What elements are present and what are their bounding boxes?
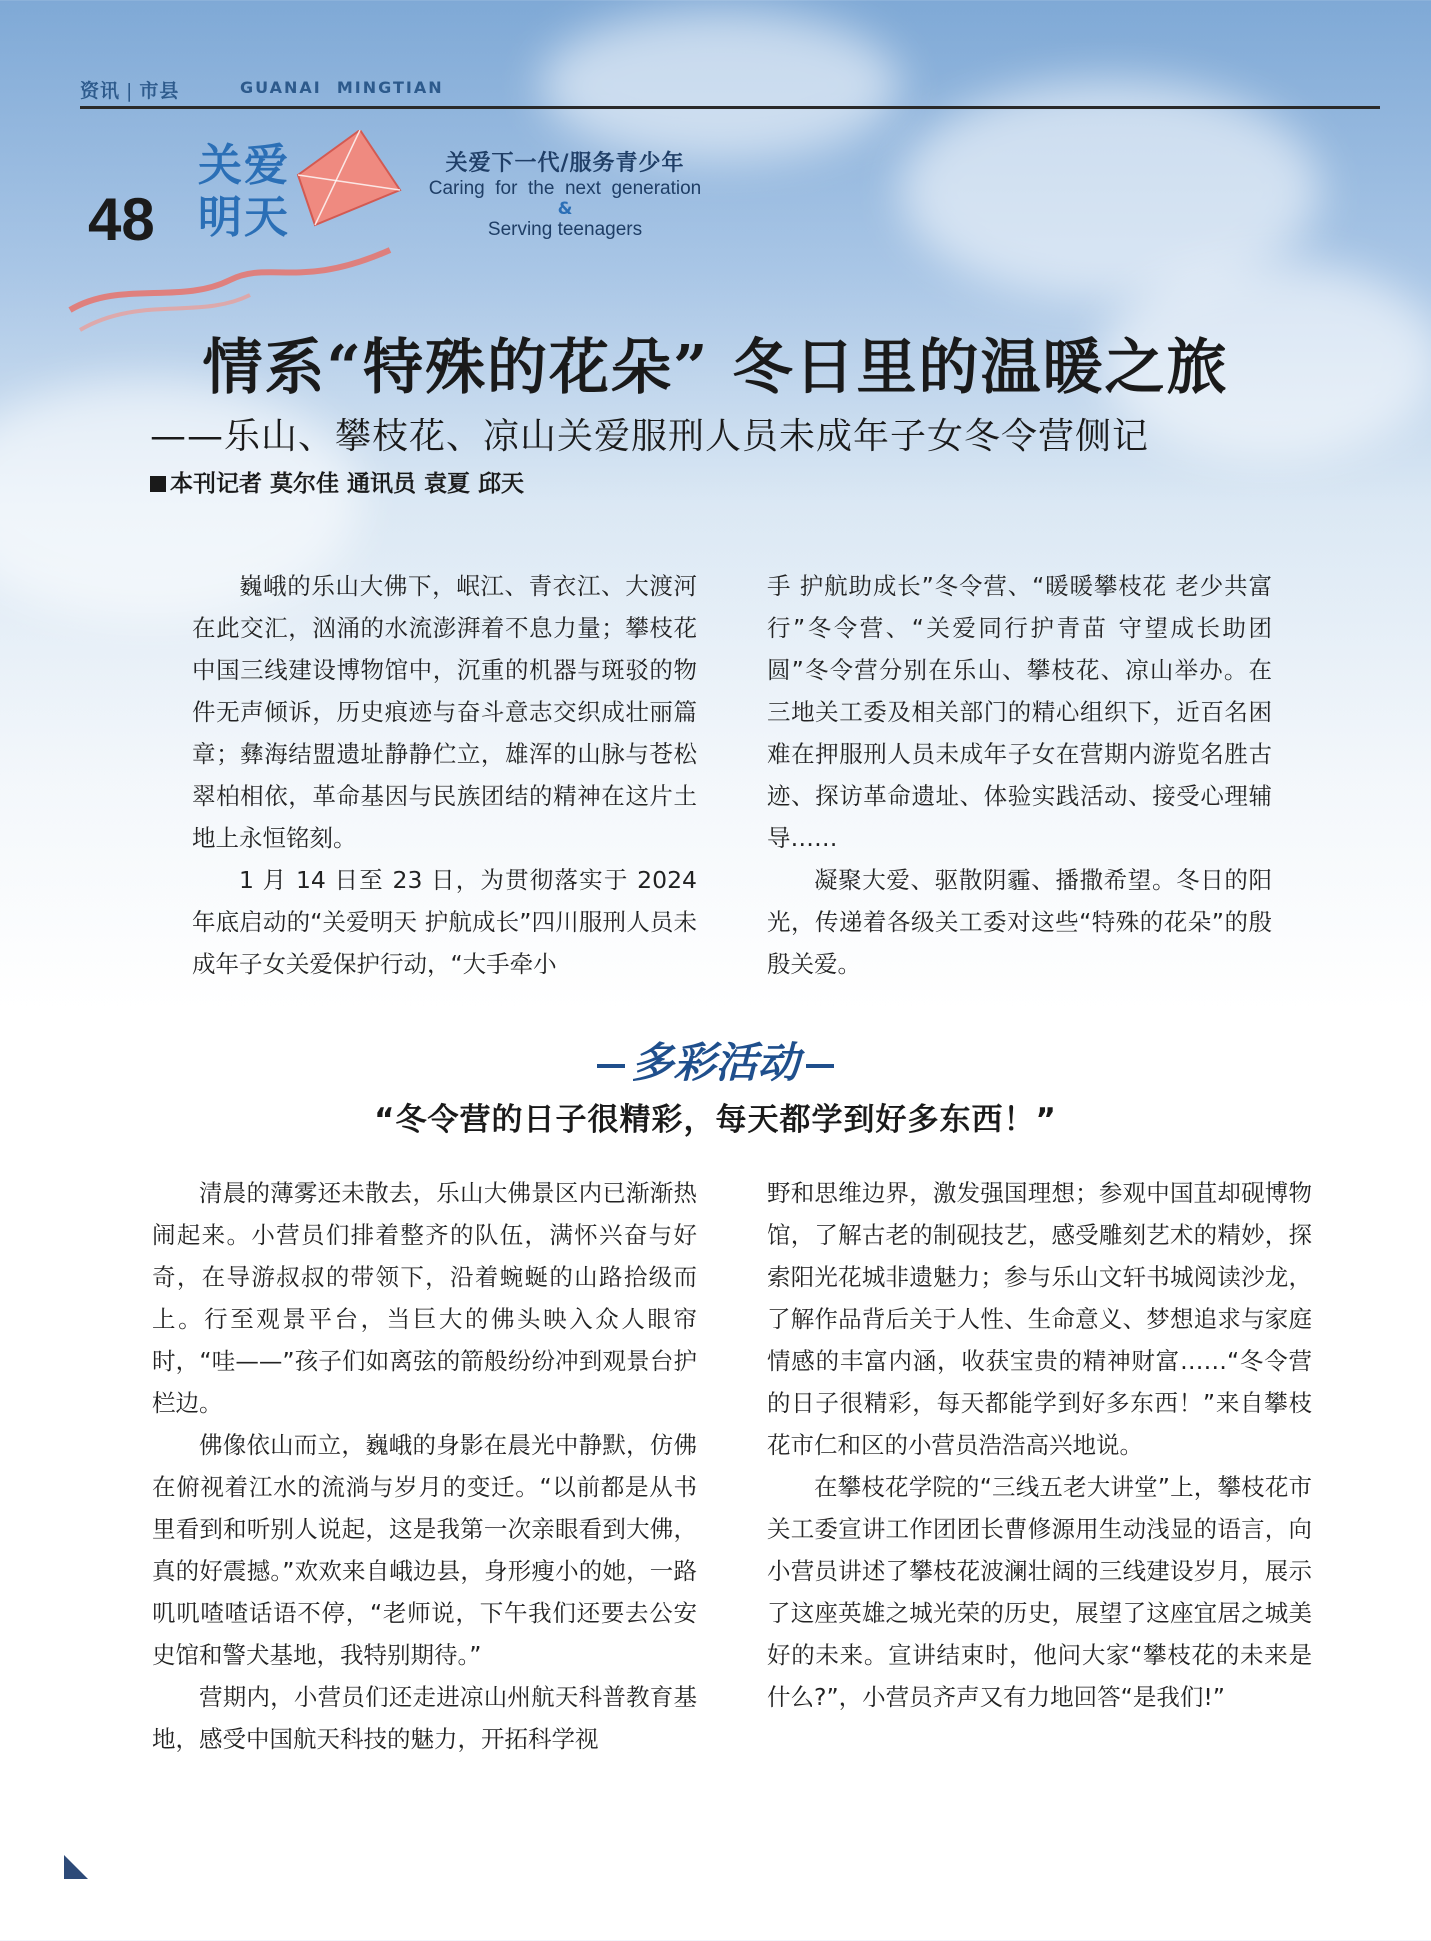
byline-text: 本刊记者 莫尔佳 通讯员 袁夏 邱天 <box>170 471 525 497</box>
brand-logo-text <box>198 140 290 244</box>
brand-line-1: 关爱 <box>198 140 290 191</box>
header-section-label: 资讯 <box>80 80 121 102</box>
byline <box>150 465 524 498</box>
intro-left-column <box>192 565 697 985</box>
header-separator: | <box>126 80 134 102</box>
slogan <box>415 146 715 241</box>
header-rule <box>80 106 1380 109</box>
section-title: 多彩活动 <box>631 1038 800 1087</box>
paragraph: 在攀枝花学院的“三线五老大讲堂”上，攀枝花市关工委宣讲工作团团长曹修源用生动浅显的语言，向小营员讲述了攀枝花波澜壮阔的三线建设岁月，展示了这座英雄之城光荣的历史，展望了这座宜居之城美好的未来。宣讲结束时，他问大家“攀枝花的未来是什么?”，小营员齐声又有力地回答“是我们!” <box>767 1473 1312 1711</box>
paragraph-continued: 手 护航助成长”冬令营、“暖暖攀枝花 老少共富行”冬令营、“关爱同行护青苗 守望成长助团圆”冬令营分别在乐山、攀枝花、凉山举办。在三地关工委及相关部门的精心组织下，近百名困难在押服刑人员未成年子女在营期内游览名胜古迹、探访革命遗址、体验实践活动、接受心理辅导…… <box>767 572 1272 852</box>
paragraph: 清晨的薄雾还未散去，乐山大佛景区内已渐渐热闹起来。小营员们排着整齐的队伍，满怀兴奋与好奇，在导游叔叔的带领下，沿着蜿蜒的山路拾级而上。行至观景平台，当巨大的佛头映入众人眼帘时，“哇——”孩子们如离弦的箭般纷纷冲到观景台护栏边。 <box>152 1179 697 1417</box>
paragraph: 营期内，小营员们还走进凉山州航天科普教育基地，感受中国航天科技的魅力，开拓科学视 <box>152 1683 697 1753</box>
header-section <box>80 76 179 103</box>
running-header <box>80 72 1380 112</box>
section-quote: “冬令营的日子很精彩，每天都学到好多东西！” <box>374 1102 1057 1138</box>
slogan-en-2: Serving teenagers <box>487 219 643 240</box>
paragraph: 凝聚大爱、驱散阴霾、播撒希望。冬日的阳光，传递着各级关工委对这些“特殊的花朵”的殷殷关爱。 <box>767 866 1272 978</box>
dash-right <box>806 1064 834 1068</box>
paragraph: 佛像依山而立，巍峨的身影在晨光中静默，仿佛在俯视着江水的流淌与岁月的变迁。“以前都是从书里看到和听别人说起，这是我第一次亲眼看到大佛，真的好震撼。”欢欢来自峨边县，身形瘦小的她，一路叽叽喳喳话语不停，“老师说，下午我们还要去公安史馆和警犬基地，我特别期待。” <box>152 1431 697 1669</box>
article-subtitle: ——乐山、攀枝花、凉山关爱服刑人员未成年子女冬令营侧记 <box>150 416 1150 457</box>
body-right-column <box>767 1172 1312 1718</box>
slogan-ampersand: & <box>557 199 573 219</box>
page-corner-triangle-icon <box>64 1855 88 1879</box>
dash-left <box>597 1064 625 1068</box>
slogan-cn: 关爱下一代/服务青少年 <box>445 151 685 176</box>
page-number: 48 <box>88 186 155 253</box>
section-heading <box>0 1030 1431 1090</box>
header-english: GUANAI MINGTIAN <box>240 78 444 97</box>
byline-square-icon <box>150 476 166 492</box>
paragraph: 巍峨的乐山大佛下，岷江、青衣江、大渡河在此交汇，汹涌的水流澎湃着不息力量；攀枝花中国三线建设博物馆中，沉重的机器与斑驳的物件无声倾诉，历史痕迹与奋斗意志交织成壮丽篇章；彝海结盟遗址静静伫立，雄浑的山脉与苍松翠柏相依，革命基因与民族团结的精神在这片土地上永恒铭刻。 <box>192 572 697 852</box>
header-subsection-label: 市县 <box>139 80 180 102</box>
paragraph: 1 月 14 日至 23 日，为贯彻落实于 2024 年底启动的“关爱明天 护航成长”四川服刑人员未成年子女关爱保护行动，“大手牵小 <box>192 866 697 978</box>
intro-right-column <box>767 565 1272 985</box>
body-left-column <box>152 1172 697 1760</box>
article-title: 情系“特殊的花朵” 冬日里的温暖之旅 <box>202 333 1229 403</box>
slogan-en-1: Caring for the next generation <box>428 178 702 199</box>
brand-line-2: 明天 <box>198 192 290 243</box>
paragraph-continued: 野和思维边界，激发强国理想；参观中国苴却砚博物馆，了解古老的制砚技艺，感受雕刻艺术的精妙，探索阳光花城非遗魅力；参与乐山文轩书城阅读沙龙，了解作品背后关于人性、生命意义、梦想追求与家庭情感的丰富内涵，收获宝贵的精神财富……“冬令营的日子很精彩，每天都能学到好多东西！”来自攀枝花市仁和区的小营员浩浩高兴地说。 <box>767 1179 1312 1459</box>
